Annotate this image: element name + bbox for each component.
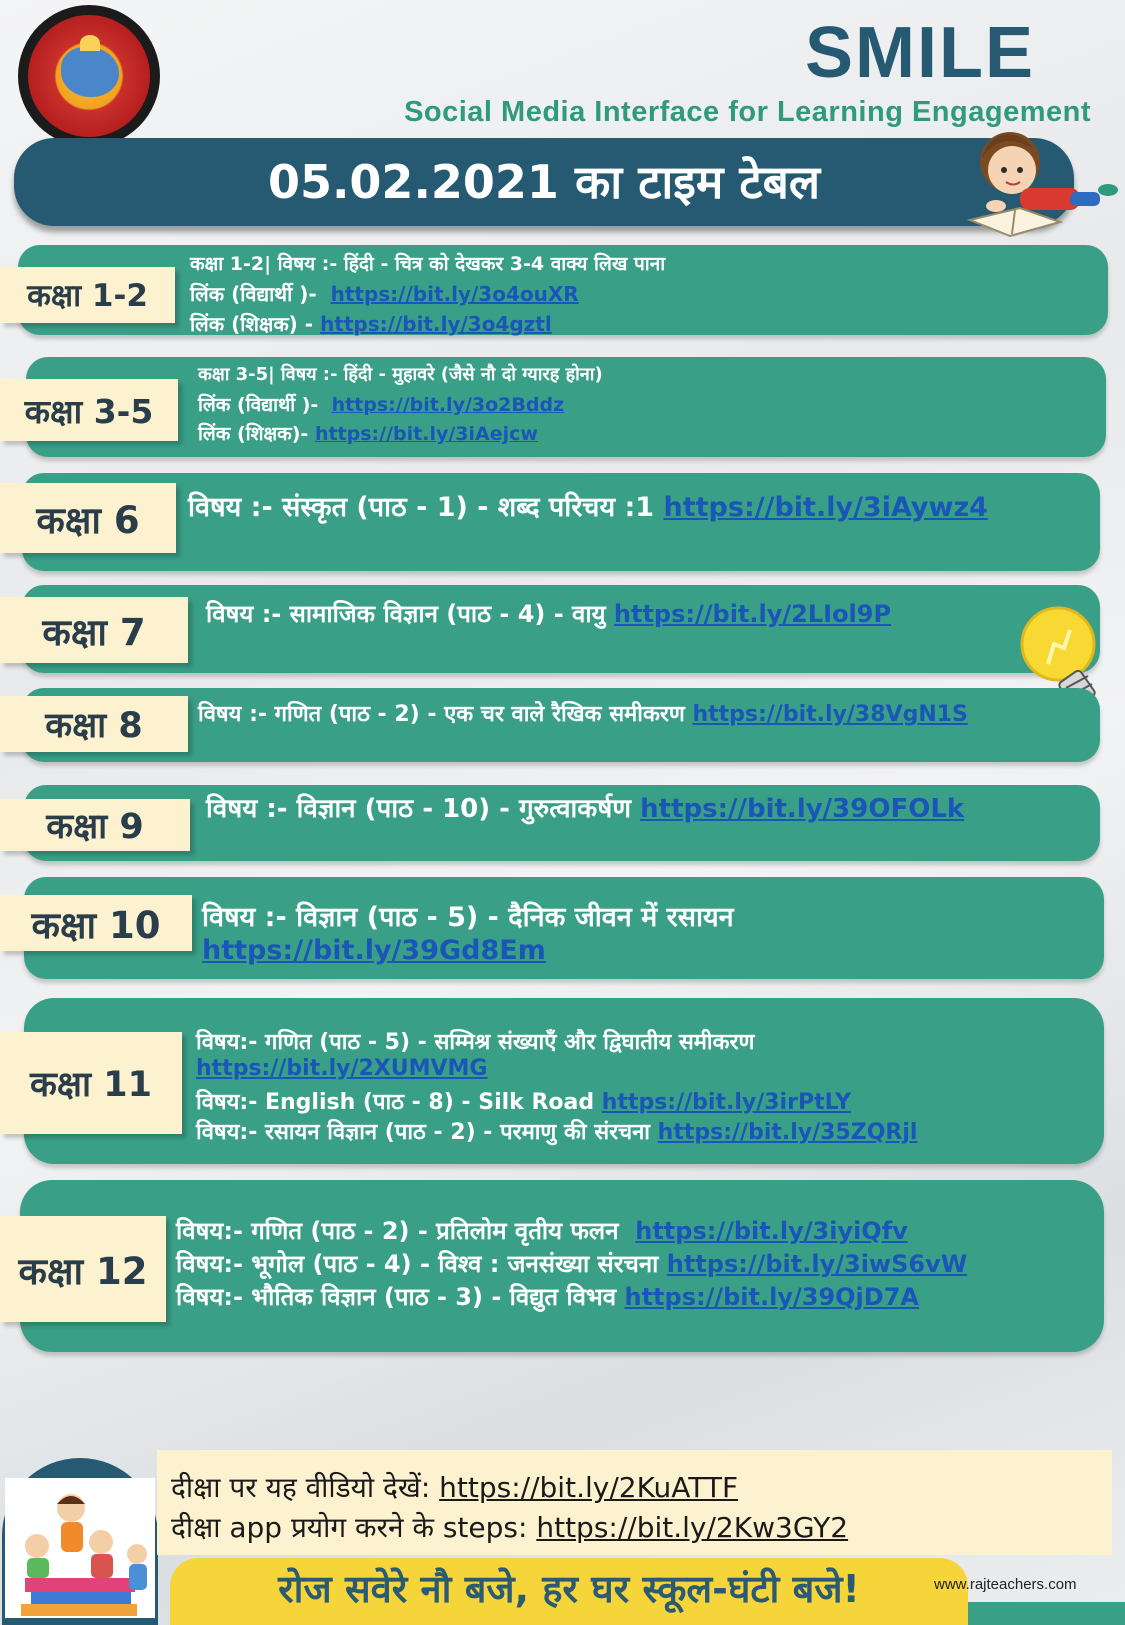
slogan-text: रोज सवेरे नौ बजे, हर घर स्कूल-घंटी बजे!	[278, 1567, 860, 1611]
subject-text: विषय :- विज्ञान (पाठ - 10) - गुरुत्वाकर्षण	[206, 794, 632, 824]
link-label: लिंक (शिक्षक)-	[198, 423, 309, 445]
rajasthan-shiksha-logo	[18, 5, 160, 147]
row-line	[196, 1116, 917, 1146]
lesson-link[interactable]: https://bit.ly/3iAywz4	[663, 492, 988, 523]
row-line	[190, 310, 552, 337]
lesson-link[interactable]: https://bit.ly/2XUMVMG	[196, 1056, 488, 1081]
class-tag: कक्षा 10	[0, 895, 192, 951]
class-tag: कक्षा 8	[0, 696, 188, 752]
diksha-video-link[interactable]: https://bit.ly/2KuATTF	[439, 1471, 739, 1504]
lamp-icon	[80, 35, 100, 51]
subject-text: विषय :- सामाजिक विज्ञान (पाठ - 4) - वायु	[206, 600, 606, 628]
logo-emblem-icon	[28, 15, 150, 137]
subject-text: विषय :- संस्कृत (पाठ - 1) - शब्द परिचय :1	[188, 492, 655, 523]
page-title: SMILE	[804, 13, 1035, 93]
subject-text: विषय:- भूगोल (पाठ - 4) - विश्व : जनसंख्या संरचना	[176, 1250, 659, 1278]
class-tag: कक्षा 12	[0, 1216, 166, 1322]
diksha-app-line	[171, 1508, 848, 1546]
class-tag: कक्षा 1-2	[0, 267, 175, 323]
kids-reading-icon	[5, 1478, 155, 1618]
lesson-link[interactable]: https://bit.ly/38VgN1S	[692, 702, 968, 727]
date-banner	[14, 138, 1074, 226]
lesson-link[interactable]: https://bit.ly/2LIol9P	[613, 600, 892, 628]
diksha-app-link[interactable]: https://bit.ly/2Kw3GY2	[536, 1511, 849, 1544]
student-link[interactable]: https://bit.ly/3o2Bddz	[331, 394, 565, 416]
row-line	[176, 1280, 919, 1313]
diksha-app-text: दीक्षा app प्रयोग करने के steps:	[171, 1511, 528, 1544]
diksha-video-line	[171, 1468, 738, 1506]
subject-text: विषय:- रसायन विज्ञान (पाठ - 2) - परमाणु की संरचना	[196, 1120, 650, 1145]
row-line	[188, 487, 988, 524]
subject-text: विषय:- English (पाठ - 8) - Silk Road	[196, 1090, 595, 1115]
lesson-link[interactable]: https://bit.ly/39OFOLk	[640, 794, 965, 824]
row-line	[202, 897, 734, 934]
class-tag: कक्षा 3-5	[0, 379, 178, 441]
footer-strip	[968, 1602, 1125, 1625]
lesson-link[interactable]: https://bit.ly/3iwS6vW	[666, 1250, 968, 1278]
boy-reading-icon	[960, 122, 1120, 242]
lesson-link[interactable]: https://bit.ly/3irPtLY	[601, 1090, 852, 1115]
student-link[interactable]: https://bit.ly/3o4ouXR	[330, 282, 579, 306]
subject-text: कक्षा 1-2| विषय :- हिंदी - चित्र को देखकर 3-4 वाक्य लिख पाना	[190, 253, 666, 275]
link-label: लिंक (विद्यार्थी )-	[190, 282, 317, 306]
link-label: लिंक (विद्यार्थी )-	[198, 394, 319, 416]
subject-text: विषय :- गणित (पाठ - 2) - एक चर वाले रैखिक समीकरण	[198, 702, 685, 727]
subject-text: कक्षा 3-5| विषय :- हिंदी - मुहावरे (जैसे नौ दो ग्यारह होना)	[198, 364, 603, 385]
teacher-link[interactable]: https://bit.ly/3o4gztl	[320, 312, 552, 336]
class-tag: कक्षा 6	[0, 483, 176, 553]
subject-text: विषय:- भौतिक विज्ञान (पाठ - 3) - विद्युत विभव	[176, 1283, 617, 1311]
row-line	[198, 698, 968, 728]
row-line	[196, 1086, 851, 1116]
class-tag: कक्षा 7	[0, 597, 188, 663]
row-line	[206, 597, 891, 630]
row-line	[202, 935, 546, 966]
teacher-link[interactable]: https://bit.ly/3iAejcw	[314, 423, 538, 445]
date-banner-text: 05.02.2021 का टाइम टेबल	[267, 155, 821, 209]
diksha-info-box	[157, 1450, 1112, 1555]
row-line	[198, 362, 603, 386]
lesson-link[interactable]: https://bit.ly/39Gd8Em	[202, 935, 546, 966]
row-line	[198, 391, 564, 417]
row-line	[190, 250, 665, 276]
row-line	[198, 420, 538, 446]
lesson-link[interactable]: https://bit.ly/35ZQRjl	[657, 1120, 918, 1145]
lesson-link[interactable]: https://bit.ly/39QjD7A	[624, 1283, 919, 1311]
row-line	[176, 1247, 967, 1280]
subject-text: विषय :- विज्ञान (पाठ - 5) - दैनिक जीवन में रसायन	[202, 902, 734, 933]
link-label: लिंक (शिक्षक) -	[190, 312, 314, 336]
row-line	[196, 1026, 754, 1056]
row-line	[206, 789, 964, 825]
lesson-link[interactable]: https://bit.ly/3iyiQfv	[635, 1217, 908, 1245]
diksha-video-text: दीक्षा पर यह वीडियो देखें:	[171, 1471, 431, 1504]
class-tag: कक्षा 11	[0, 1032, 182, 1134]
row-line	[176, 1214, 908, 1247]
subject-text: विषय:- गणित (पाठ - 2) - प्रतिलोम वृतीय फलन	[176, 1217, 619, 1245]
class-tag: कक्षा 9	[0, 799, 190, 851]
map-icon	[61, 47, 119, 97]
subject-text: विषय:- गणित (पाठ - 5) - सम्मिश्र संख्याएँ और द्विघातीय समीकरण	[196, 1030, 755, 1055]
row-line	[196, 1056, 488, 1081]
website-url[interactable]: www.rajteachers.com	[934, 1576, 1077, 1593]
page-subtitle: Social Media Interface for Learning Engagement	[404, 96, 1091, 128]
row-line	[190, 280, 579, 307]
